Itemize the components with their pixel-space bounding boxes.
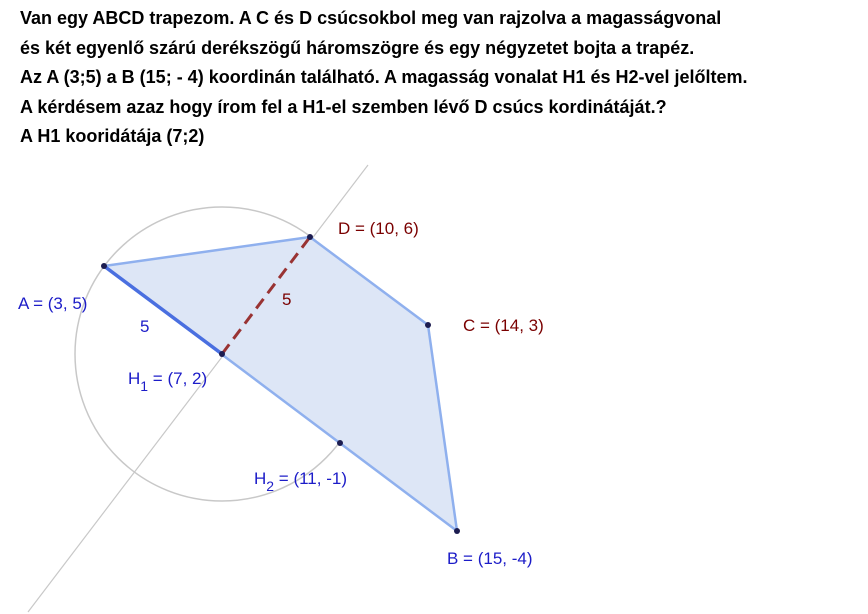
label-C: C = (14, 3) bbox=[463, 316, 544, 335]
label-H2-coords: = (11, -1) bbox=[274, 469, 347, 488]
label-H2 bbox=[254, 469, 347, 494]
label-H2-letter: H bbox=[254, 469, 267, 488]
point-C bbox=[425, 322, 431, 328]
question-line-5: A H1 kooridátája (7;2) bbox=[20, 126, 205, 146]
label-H1-coords: = (7, 2) bbox=[148, 369, 208, 388]
length-label-AH1: 5 bbox=[140, 317, 150, 336]
label-A: A = (3, 5) bbox=[18, 294, 88, 313]
point-B bbox=[454, 528, 460, 534]
question-line-1: Van egy ABCD trapezom. A C és D csúcsokbol meg van rajzolva a magasságvonal bbox=[20, 8, 722, 28]
label-B: B = (15, -4) bbox=[447, 549, 533, 568]
question-line-4: A kérdésem azaz hogy írom fel a H1-el szemben lévő D csúcs kordinátáját.? bbox=[20, 96, 667, 117]
label-H1-letter: H bbox=[128, 369, 141, 388]
label-H1 bbox=[128, 369, 207, 394]
point-D bbox=[307, 234, 313, 240]
label-H1-sub: 1 bbox=[140, 378, 149, 394]
point-H1 bbox=[219, 351, 225, 357]
question-line-3: Az A (3;5) a B (15; - 4) koordinán található. A magasság vonalat H1 és H2-vel jelőltem. bbox=[20, 67, 748, 87]
point-A bbox=[101, 263, 107, 269]
point-H2 bbox=[337, 440, 343, 446]
length-label-DH1: 5 bbox=[282, 290, 292, 309]
label-H2-sub: 2 bbox=[266, 478, 275, 494]
question-line-2: és két egyenlő szárú derékszögű háromszögre és egy négyzetet bojta a trapéz. bbox=[20, 37, 695, 58]
label-D: D = (10, 6) bbox=[338, 219, 419, 238]
